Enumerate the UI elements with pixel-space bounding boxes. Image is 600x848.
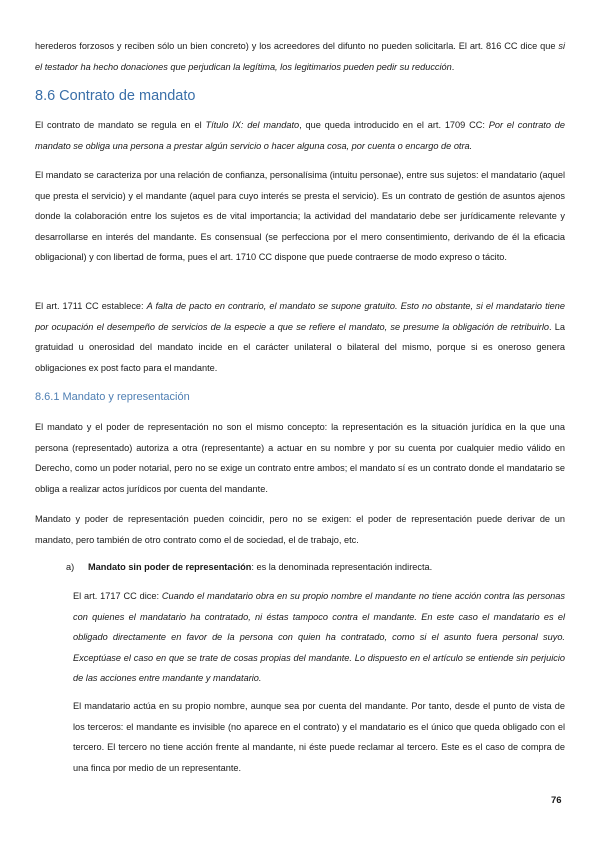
list-item-title: Mandato sin poder de representación [88,562,252,572]
paragraph-mandato-vs-representacion: El mandato y el poder de representación no son el mismo concepto: la representación es la situación jurídica en la que una persona (representado) autoriza a otra (representante) a actuar en su nombre y por su cuenta por cualquier medio válido en Derecho, como un poder notarial, pero no se exige un contrato entre ambos; el mandato sí es un contrato donde el mandatario se obliga a realizar actos jurídicos por cuenta del mandante. [35,422,565,494]
paragraph-mandato-definition [35,115,565,156]
italic-quote: Cuando el mandatario obra en su propio nombre el mandante no tiene acción contra las personas con quienes el mandatario ha contratado, ni éstas tampoco contra el mandante. En este caso el mandatario es el obligado directamente en favor de la persona con quien ha contratado, como si el asunto fuera personal suyo. Exceptúase el caso en que se trate de cosas propias del mandante. Lo dispuesto en el artículo se entiende sin perjuicio de las acciones entre mandante y mandatario. [73,591,565,683]
italic-quote: Por el contrato de mandato se obliga una persona a prestar algún servicio o hacer alguna cosa, por cuenta o encargo de otra. [35,120,565,151]
text-span: El art. 1717 CC dice: [73,591,162,601]
italic-title: Título IX: del mandato [205,120,300,130]
paragraph-mandato-characteristics: El mandato se caracteriza por una relación de confianza, personalísima (intuitu personae), entre sus sujetos: el mandatario (aquel que presta el servicio) y el mandante (aquel para cuyo interés se presta el servicio). Es un contrato de gestión de asuntos ajenos donde la colaboración entre los sujetos es de vital importancia; la actividad del mandatario debe ser jurídicamente relevante y desarrollarse en interés del mandante. Es consensual (se perfecciona por el mero consentimiento, derivando de él la eficacia obligacional) y con libertad de forma, pues el art. 1710 CC dispone que puede contraerse de modo expreso o tácito. [35,170,565,262]
italic-quote: si el testador ha hecho donaciones que perjudican la legítima, los legitimarios pueden pedir su reducción [35,41,565,72]
italic-quote: A falta de pacto en contrario, el mandato se supone gratuito. Esto no obstante, si el mandatario tiene por ocupación el desempeño de servicios de la especie a que se refiere el mandato, se presume la obligación de retribuirlo [35,301,565,332]
list-item-a [66,557,566,577]
text-span: . La gratuidad u onerosidad del mandato incide en el carácter unilateral o bilateral del mismo, porque si es oneroso genera obligaciones ex post facto para el mandante. [35,321,565,373]
paragraph-intro [35,36,565,77]
section-heading-8-6: 8.6 Contrato de mandato [35,88,196,104]
text-span: El art. 1711 CC establece: [35,301,147,311]
text-span: El contrato de mandato se regula en el [35,120,206,130]
text-span: herederos forzosos y reciben sólo un bien concreto) y los acreedores del difunto no pueden solicitarla. El art. 816 CC dice que [35,41,559,51]
subsection-heading-8-6-1: 8.6.1 Mandato y representación [35,391,190,403]
paragraph-art-1711 [35,296,565,378]
text-span: . [451,61,455,72]
list-item-text: : es la denominada representación indirecta. [251,562,433,572]
text-span: , que queda introducido en el art. 1709 CC: [299,120,489,130]
paragraph-mandatario-nombre-propio: El mandatario actúa en su propio nombre, aunque sea por cuenta del mandante. Por tanto, desde el punto de vista de los terceros: el mandante es invisible (no aparece en el contrato) y el mandatario es el único que queda obligado con el tercero. El tercero no tiene acción frente al mandante, ni éste puede reclamar al tercero. Este es el caso de compra de una finca por medio de un representante. [73,701,565,773]
paragraph-coincidencia: Mandato y poder de representación pueden coincidir, pero no se exigen: el poder de representación puede derivar de un mandato, pero también de otro contrato como el de sociedad, el de trabajo, etc. [35,514,565,545]
paragraph-art-1717 [73,586,565,689]
page-number: 76 [551,795,562,806]
list-marker: a) [66,562,75,572]
